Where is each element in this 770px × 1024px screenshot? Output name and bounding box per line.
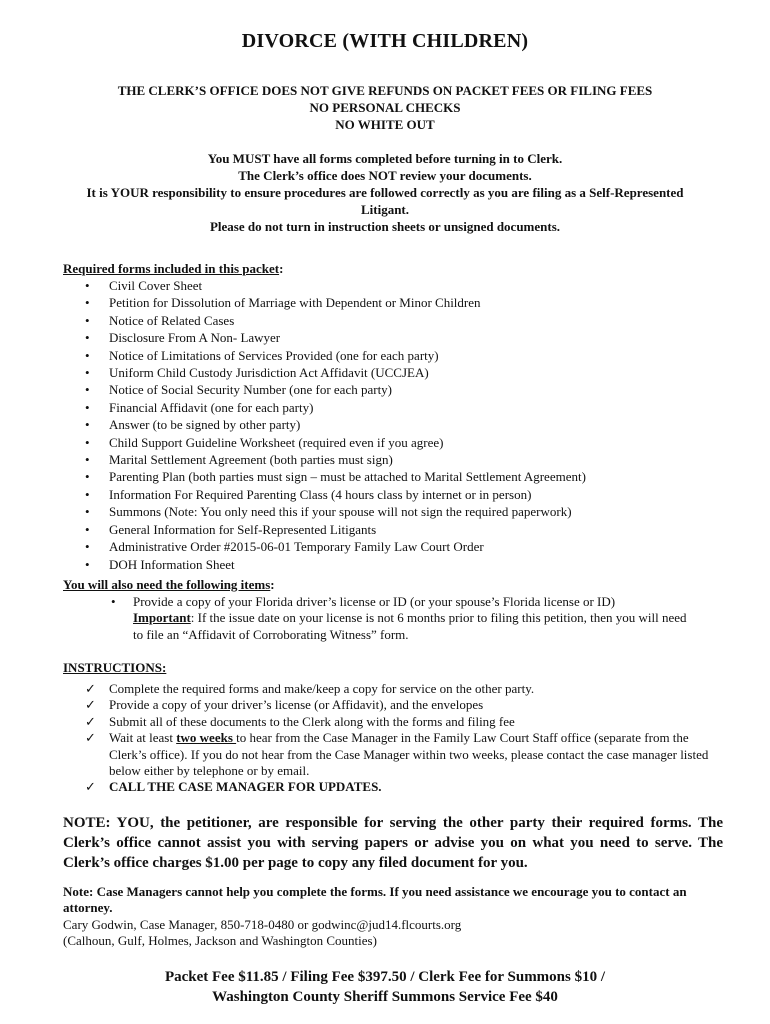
list-item: • DOH Information Sheet: [0, 556, 586, 573]
required-forms-heading: [63, 260, 713, 277]
warning-line: NO WHITE OUT: [335, 117, 435, 132]
list-item: • Notice of Limitations of Services Provided (one for each party): [0, 347, 586, 364]
list-item: • Uniform Child Custody Jurisdiction Act Affidavit (UCCJEA): [0, 364, 586, 381]
instructions-list: [0, 681, 709, 796]
list-item: • General Information for Self-Represented Litigants: [0, 521, 586, 538]
checkmark-icon: ✓: [85, 779, 96, 795]
heading-colon: :: [161, 660, 167, 675]
checkmark-icon: ✓: [85, 730, 96, 746]
checkmark-icon: ✓: [85, 713, 96, 729]
required-forms-heading-text: Required forms included in this packet: [63, 261, 280, 276]
instructions-heading-text: INSTRUCTIONS: [63, 660, 162, 675]
wait-text-post: to hear from the Case Manager in the Family Law Court Staff office (separate from the Clerk’s office). If you do not hear from the Case Manager within two weeks, please contact the case manager listed below either by telephone or by email.: [109, 730, 709, 779]
list-item: [0, 714, 709, 730]
page-title: DIVORCE (WITH CHILDREN): [241, 30, 529, 52]
list-item: • Administrative Order #2015-06-01 Temporary Family Law Court Order: [0, 538, 586, 555]
list-item: • Child Support Guideline Worksheet (required even if you agree): [0, 434, 586, 451]
list-item: • Summons (Note: You only need this if your spouse will not sign the required paperwork): [0, 503, 586, 520]
instruction-text: Complete the required forms and make/keep a copy for service on the other party.: [109, 681, 535, 696]
list-item: • Financial Affidavit (one for each party): [0, 399, 586, 416]
list-item: • Parenting Plan (both parties must sign – must be attached to Marital Settlement Agreement): [0, 468, 586, 485]
warning-line: NO PERSONAL CHECKS: [309, 100, 461, 115]
heading-colon: :: [270, 577, 275, 592]
also-need-heading: [63, 576, 713, 593]
call-case-manager-text: CALL THE CASE MANAGER FOR UPDATES.: [109, 779, 382, 795]
instruction-text: Provide a copy of your driver’s license (or Affidavit), and the envelopes: [109, 697, 484, 713]
case-manager-note-bold: Note: Case Managers cannot help you complete the forms. If you need assistance we encourage you to contact an attorney.: [63, 884, 687, 916]
notice-line: Litigant.: [360, 202, 410, 217]
fee-summary: [0, 967, 770, 1007]
case-manager-contact: Cary Godwin, Case Manager, 850-718-0480 or godwinc@jud14.flcourts.org: [63, 916, 462, 932]
fee-line: Washington County Sheriff Summons Service Fee $40: [212, 989, 558, 1005]
list-item: [0, 730, 709, 779]
list-item: • Information For Required Parenting Class (4 hours class by internet or in person): [0, 486, 586, 503]
case-manager-note: [63, 884, 733, 950]
notice-line: The Clerk’s office does NOT review your documents.: [238, 168, 532, 183]
list-item: • Marital Settlement Agreement (both parties must sign): [0, 451, 586, 468]
refund-warning-block: [60, 82, 710, 133]
notice-line: Please do not turn in instruction sheets or unsigned documents.: [209, 219, 561, 234]
notice-line: You MUST have all forms completed before turning in to Clerk.: [207, 151, 563, 166]
heading-colon: :: [279, 261, 284, 276]
checkmark-icon: ✓: [85, 681, 96, 696]
instruction-text: Submit all of these documents to the Clerk along with the forms and filing fee: [109, 713, 515, 729]
instructions-heading: [63, 659, 713, 676]
also-need-item: [133, 594, 693, 643]
notice-line: It is YOUR responsibility to ensure procedures are followed correctly as you are filing as a Self-Represented: [86, 185, 684, 200]
required-forms-list: [0, 277, 586, 573]
list-item: [0, 779, 709, 795]
important-text: : If the issue date on your license is not 6 months prior to filing this petition, then you will need to file an “Affidavit of Corroborating Witness” form.: [133, 610, 687, 642]
list-item: • Petition for Dissolution of Marriage with Dependent or Minor Children: [0, 294, 586, 311]
checkmark-icon: ✓: [85, 697, 96, 713]
list-item: [0, 697, 709, 713]
petitioner-note: NOTE: YOU, the petitioner, are responsible for serving the other party their required forms. The Clerk’s office cannot assist you with serving papers or advise you on what you need to serve. The Clerk’s office charges $1.00 per page to copy any filed document for you.: [63, 815, 723, 871]
important-label: Important: [133, 610, 191, 626]
wait-text-pre: Wait at least: [109, 730, 177, 746]
requirements-notice-block: [60, 150, 710, 235]
license-copy-text: • Provide a copy of your Florida driver’s license or ID (or your spouse’s Florida license or ID): [133, 594, 616, 609]
list-item: • Answer (to be signed by other party): [0, 416, 586, 433]
list-item: • Notice of Related Cases: [0, 312, 586, 329]
case-manager-counties: (Calhoun, Gulf, Holmes, Jackson and Washington Counties): [63, 933, 377, 949]
also-need-heading-text: You will also need the following items: [63, 577, 271, 592]
warning-line: THE CLERK’S OFFICE DOES NOT GIVE REFUNDS ON PACKET FEES OR FILING FEES: [117, 83, 653, 98]
list-item: • Notice of Social Security Number (one for each party): [0, 381, 586, 398]
fee-line: Packet Fee $11.85 / Filing Fee $397.50 / Clerk Fee for Summons $10 /: [164, 969, 606, 985]
wait-emphasis: two weeks: [176, 730, 237, 746]
list-item: • Civil Cover Sheet: [0, 277, 586, 294]
list-item: • Disclosure From A Non- Lawyer: [0, 329, 586, 346]
important-note: [133, 610, 693, 643]
list-item: [0, 681, 709, 697]
